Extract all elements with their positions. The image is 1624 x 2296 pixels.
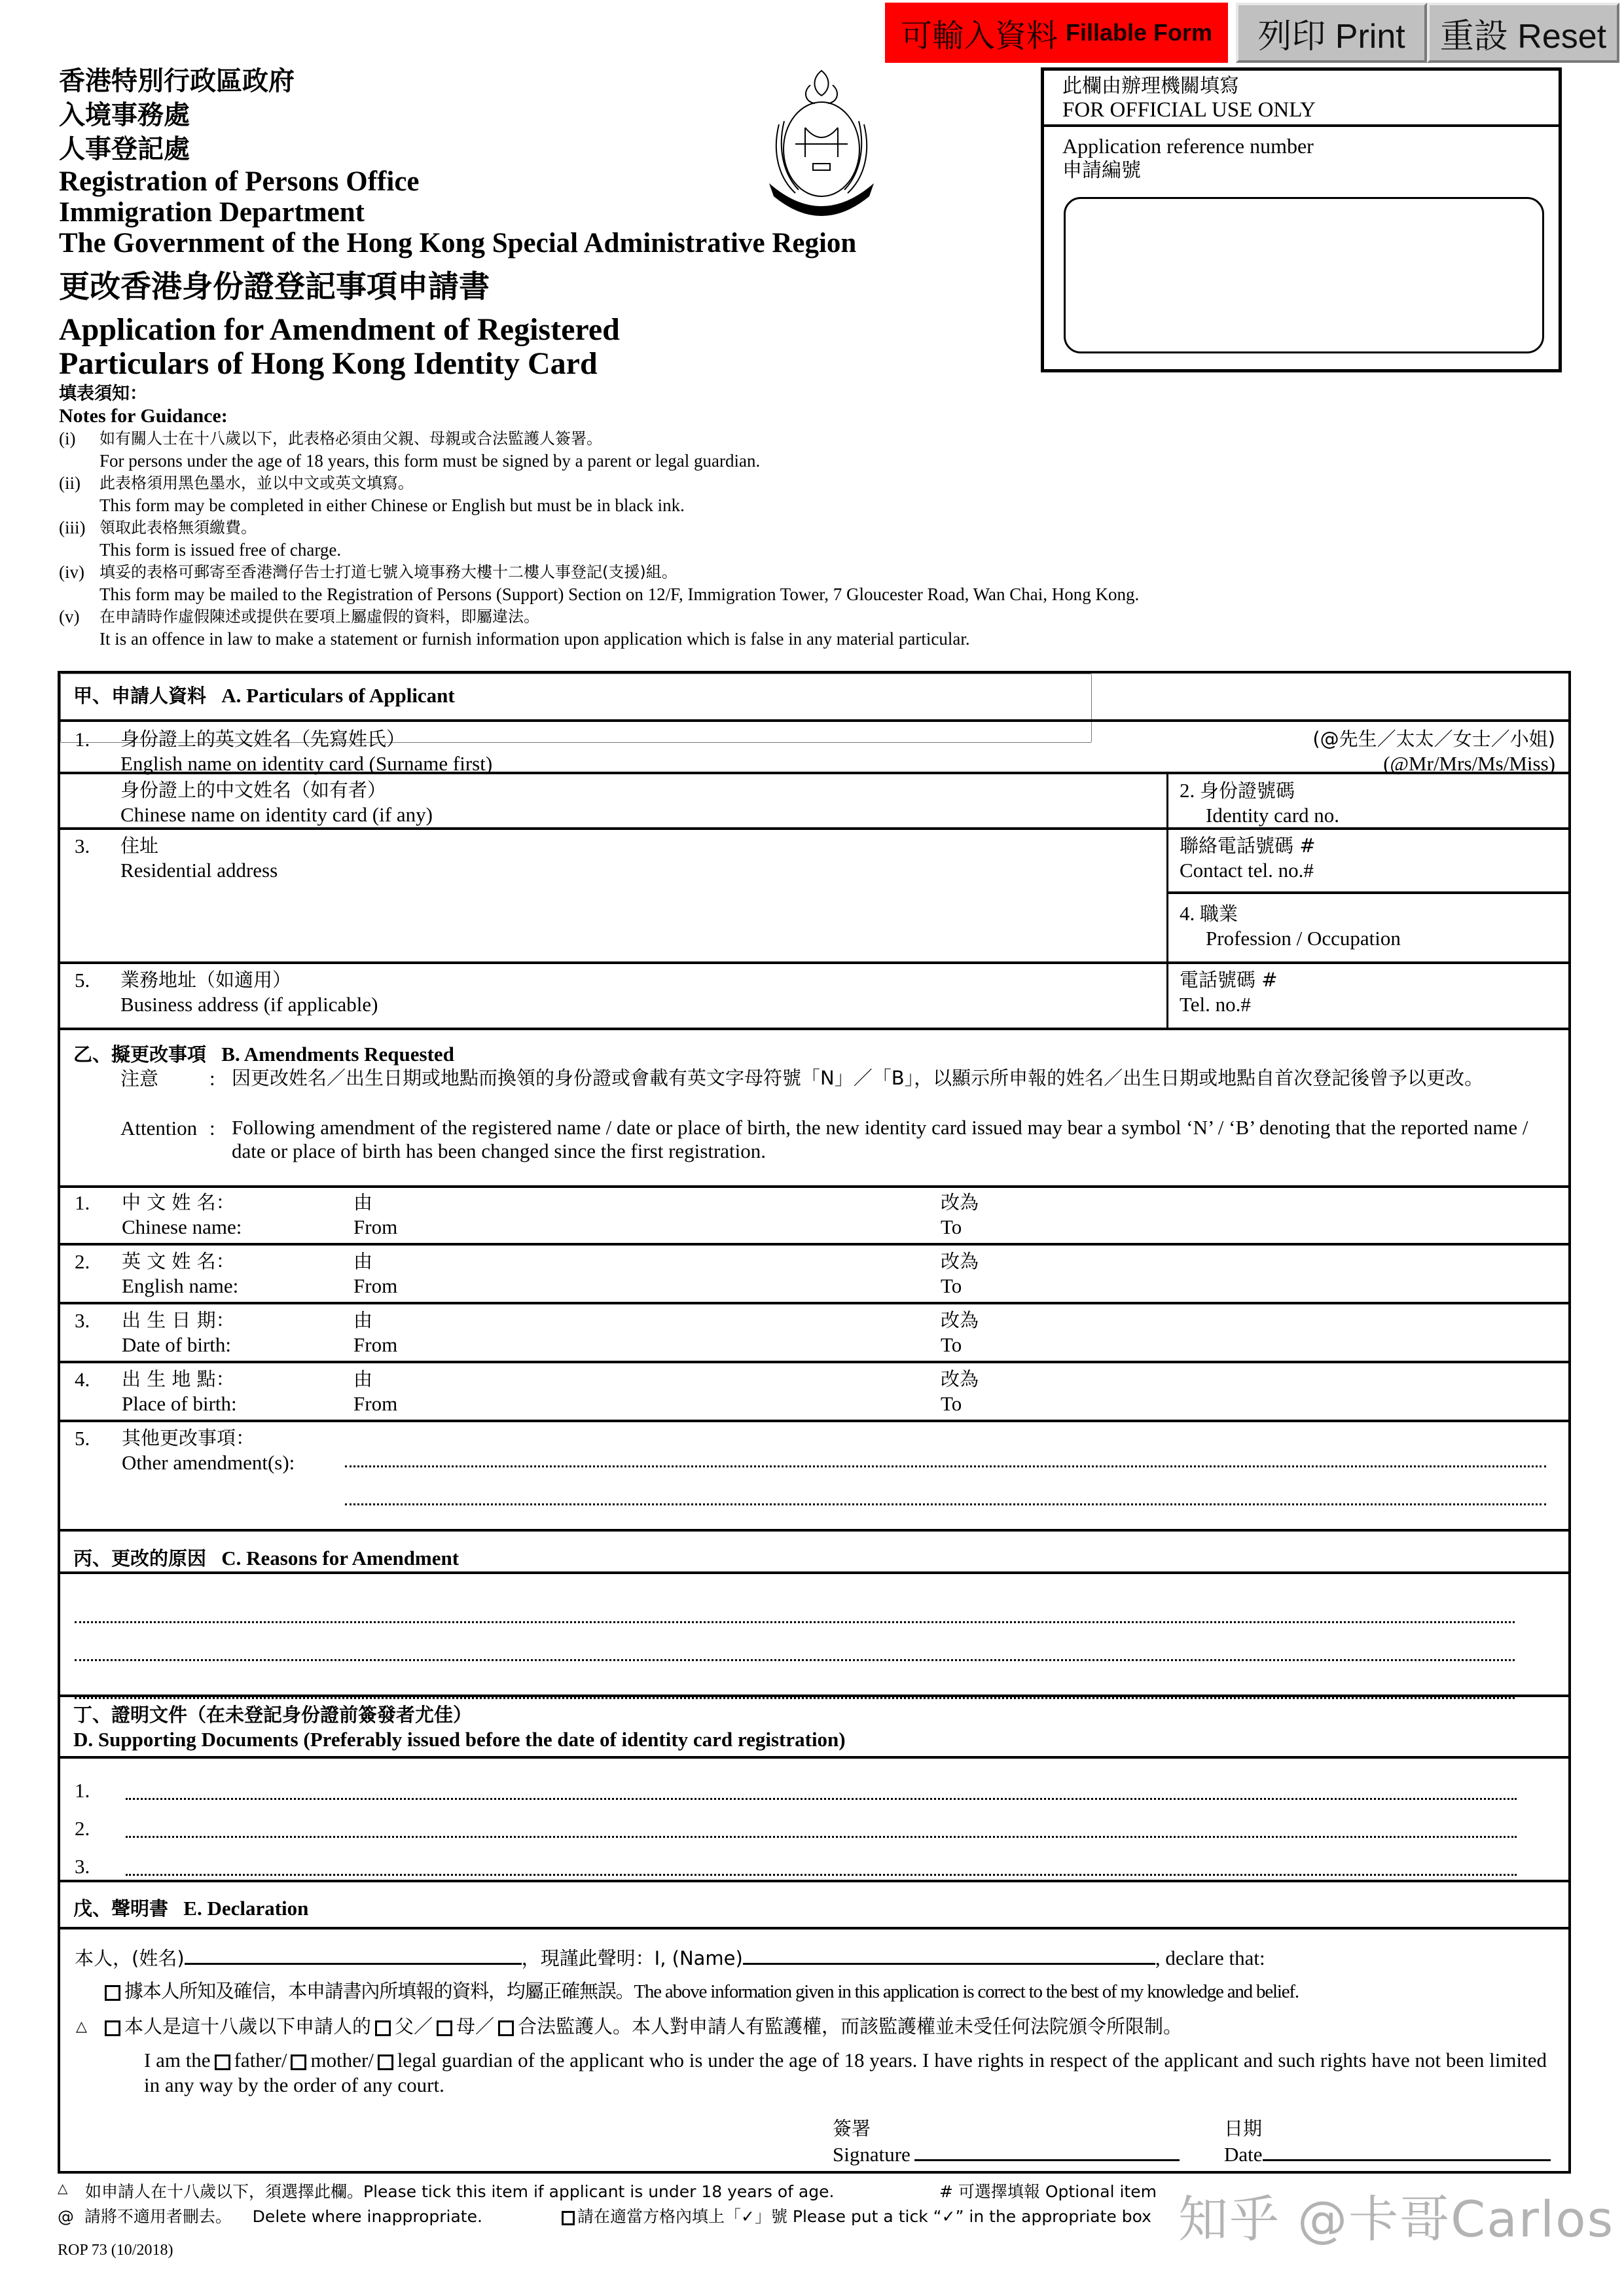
fillable-form-label-en: Fillable Form: [1065, 19, 1213, 46]
to-label: [941, 1249, 979, 1298]
document-line[interactable]: [126, 1836, 1517, 1838]
guardian-checkbox[interactable]: [378, 2054, 393, 2070]
section-d-title-cn: 丁、證明文件（在未登記身份證前簽發者尤佳）: [73, 1704, 473, 1726]
occupation-input[interactable]: [1180, 948, 1555, 963]
amendment-label-cn: 中 文 姓 名：: [122, 1191, 235, 1213]
chinese-name-from-input[interactable]: [414, 1209, 927, 1236]
declaration-guardian-cn: [101, 2014, 1182, 2039]
to-label-en: To: [941, 1333, 962, 1356]
print-button[interactable]: 列印 Print: [1236, 3, 1427, 63]
to-label-cn: 改為: [941, 1191, 979, 1213]
divider: [60, 1361, 1568, 1363]
date-label-en: Date: [1224, 2143, 1263, 2166]
signature-field: [833, 2117, 1180, 2166]
amendment-number: 4.: [75, 1368, 90, 1391]
divider: [60, 1028, 1568, 1030]
divider: [60, 961, 1568, 964]
application-form: [58, 671, 1571, 2174]
date-of-birth-from-input[interactable]: [414, 1327, 927, 1354]
footer-note-tick-text: 請在適當方格內填上「✓」號 Please put a tick “✓” in the appropriate box: [577, 2207, 1151, 2226]
office-name-cn: 人事登記處: [59, 134, 190, 164]
to-label: [941, 1308, 979, 1357]
to-label: [941, 1367, 979, 1416]
fillable-form-label-cn: 可輸入資料: [900, 18, 1058, 54]
note-number: (ii): [59, 473, 81, 493]
note-item: [59, 605, 1564, 650]
tel-label-en: Tel. no.#: [1180, 993, 1251, 1016]
dept-name-cn: 入境事務處: [59, 100, 190, 130]
header-block: [59, 64, 856, 381]
from-label-cn: 由: [353, 1309, 373, 1331]
to-label: [941, 1191, 979, 1239]
note-text-cn: 領取此表格無須繳費。: [99, 518, 257, 537]
section-c-title-en: C. Reasons for Amendment: [221, 1547, 460, 1570]
amendment-number: 2.: [75, 1250, 90, 1273]
chinese-name-label: [120, 778, 433, 827]
english-name-label-en: English name on identity card (Surname first): [120, 752, 493, 775]
place-of-birth-from-input[interactable]: [414, 1386, 927, 1413]
divider: [60, 719, 1568, 722]
occupation-label: [1180, 901, 1401, 950]
divider: [60, 1529, 1568, 1532]
guardian-checkbox-cn[interactable]: [498, 2020, 514, 2036]
declaration-guardian-en: [144, 2048, 1551, 2098]
mother-label: mother/: [310, 2049, 374, 2072]
amendment-label-en: Place of birth:: [122, 1392, 237, 1415]
note-text-en: This form is issued free of charge.: [99, 540, 342, 560]
attention-text-cn: 因更改姓名／出生日期或地點而換領的身份證或會載有英文字母符號「N」／「B」，以顯示所申報的姓名／出生日期或地點自首次登記後曾予以更改。: [232, 1067, 1484, 1089]
from-label: [353, 1249, 397, 1298]
checkbox-legend-icon: [562, 2211, 575, 2225]
father-label-cn: 父／: [395, 2015, 433, 2037]
note-text-en: It is an offence in law to make a statement or furnish information upon application which is false in any material particular.: [99, 629, 970, 649]
section-d-title-en: D. Supporting Documents (Preferably issued before the date of identity card registration): [73, 1728, 846, 1751]
business-address-input[interactable]: [518, 981, 1149, 1015]
section-b-title: [73, 1040, 454, 1067]
note-item: [59, 427, 1564, 472]
office-name-en: Registration of Persons Office: [59, 166, 420, 197]
note-item: [59, 472, 1564, 516]
address-label-cn: 住址: [120, 834, 159, 857]
mother-checkbox[interactable]: [291, 2054, 306, 2070]
document-number: 3.: [75, 1855, 90, 1878]
section-b-title-en: B. Amendments Requested: [221, 1043, 454, 1066]
date-field: [1224, 2117, 1551, 2166]
guardian-text-cn: 本人是這十八歲以下申請人的: [124, 2015, 372, 2037]
divider: [60, 1243, 1568, 1246]
amendment-label: [122, 1308, 235, 1357]
amendment-label: [122, 1191, 242, 1239]
to-label-cn: 改為: [941, 1309, 979, 1331]
declaration-intro-end: , declare that:: [1155, 1946, 1265, 1969]
gov-name-cn: 香港特別行政區政府: [59, 66, 295, 96]
divider: [60, 1302, 1568, 1304]
divider: [60, 1420, 1568, 1422]
to-label-cn: 改為: [941, 1250, 979, 1272]
divider: [60, 1927, 1568, 1929]
column-divider: [1166, 772, 1168, 1030]
amendment-label-en: Chinese name:: [122, 1215, 242, 1238]
note-text-en: This form may be mailed to the Registration of Persons (Support) Section on 12/F, Immigration Tower, 7 Gloucester Road, Wan Chai, Hong Kong.: [99, 584, 1140, 604]
guardian-rights-cn: 合法監護人。本人對申請人有監護權，而該監護權並未受任何法院頒令所限制。: [518, 2015, 1183, 2037]
from-label-en: From: [353, 1333, 398, 1356]
reset-button[interactable]: 重設 Reset: [1427, 3, 1619, 63]
field-number: 1.: [75, 728, 90, 751]
amendment-label-cn: 出 生 日 期：: [122, 1309, 235, 1331]
title-options[interactable]: [1312, 727, 1555, 776]
amendment-number: 5.: [75, 1427, 90, 1450]
notes-heading-en: Notes for Guidance:: [59, 405, 228, 427]
reason-line[interactable]: [75, 1621, 1515, 1623]
attention-label-cn-text: 注意: [120, 1067, 159, 1090]
chinese-name-input[interactable]: [597, 790, 1149, 824]
from-label-en: From: [353, 1392, 398, 1415]
amendment-label-cn: 出 生 地 點：: [122, 1368, 235, 1390]
footer-note-under18: [85, 2179, 834, 2204]
divider: [60, 1880, 1568, 1882]
field-number: 3.: [75, 834, 90, 857]
address-label-en: Residential address: [120, 859, 278, 882]
english-name-input[interactable]: [623, 739, 1215, 773]
section-a-title-en: A. Particulars of Applicant: [221, 684, 455, 707]
name-blank-en[interactable]: [743, 1945, 1155, 1965]
english-name-label-cn: 身份證上的英文姓名（先寫姓氏）: [120, 728, 406, 750]
attention-text-en: Following amendment of the registered name / date or place of birth, the new identity card issued may bear a symbol ‘N’ / ‘B’ denoting that the reported name / date or place of birth has been changed since the first registration.: [232, 1116, 1528, 1162]
section-a-title: [73, 681, 455, 708]
declaration-intro-cn: 本人，(姓名): [75, 1947, 185, 1969]
reference-label-en: Application reference number: [1062, 134, 1314, 158]
other-amendment-line[interactable]: [345, 1465, 1546, 1467]
section-a-title-cn: 甲、申請人資料: [73, 685, 207, 707]
footer-note-delete-text: @ 請將不適用者刪去。 Delete where inappropriate.: [58, 2207, 482, 2226]
date-line[interactable]: [1263, 2141, 1551, 2161]
dept-name-en: Immigration Department: [59, 197, 365, 228]
from-label: [353, 1367, 397, 1416]
other-amendment-label-en: Other amendment(s):: [122, 1451, 295, 1474]
amendment-label-en: English name:: [122, 1274, 239, 1297]
signature-line[interactable]: [914, 2141, 1180, 2161]
amendment-label-en: Date of birth:: [122, 1333, 232, 1356]
divider: [60, 772, 1568, 774]
father-label: father/: [234, 2049, 287, 2072]
reference-label-cn: 申請編號: [1062, 159, 1141, 182]
section-c-title-cn: 丙、更改的原因: [73, 1547, 207, 1570]
from-label-cn: 由: [353, 1368, 373, 1390]
under18-checkbox[interactable]: [105, 2020, 120, 2036]
section-c-title: [73, 1544, 459, 1571]
from-label: [353, 1308, 397, 1357]
address-label: [120, 834, 278, 882]
document-number: 2.: [75, 1817, 90, 1840]
to-label-en: To: [941, 1392, 962, 1415]
divider: [60, 1756, 1568, 1759]
id-card-no-input[interactable]: [1180, 814, 1555, 829]
occupation-label-en: Profession / Occupation: [1206, 927, 1401, 950]
declaration-intro-name: ，現謹此聲明：I, (Name): [521, 1947, 743, 1969]
date-of-birth-to-input[interactable]: [1003, 1327, 1542, 1354]
from-label-cn: 由: [353, 1250, 373, 1272]
title-options-cn: (@先生／太太／女士／小姐): [1312, 728, 1555, 750]
section-e-title-en: E. Declaration: [183, 1897, 309, 1920]
colon: :: [209, 1117, 215, 1139]
section-b-title-cn: 乙、擬更改事項: [73, 1043, 207, 1066]
note-text-en: For persons under the age of 18 years, this form must be signed by a parent or legal guardian.: [99, 451, 761, 471]
declaration-intro: [75, 1945, 1265, 1971]
divider: [1166, 891, 1568, 894]
divider: [60, 1695, 1568, 1697]
father-checkbox[interactable]: [215, 2054, 230, 2070]
field-number: 2.: [1180, 779, 1195, 802]
note-text-cn: 在申請時作虛假陳述或提供在要項上屬虛假的資料，即屬違法。: [99, 607, 539, 626]
footer-triangle: △: [58, 2181, 68, 2196]
divider: [60, 1185, 1568, 1188]
footer-note-optional-text: # 可選擇填報 Optional item: [939, 2182, 1157, 2201]
guardian-text-en: I am the: [144, 2049, 211, 2072]
place-of-birth-to-input[interactable]: [1003, 1386, 1542, 1413]
document-line[interactable]: [126, 1798, 1517, 1800]
note-number: (i): [59, 429, 76, 448]
section-e-title-cn: 戊、聲明書: [73, 1897, 169, 1920]
amendment-label: [122, 1367, 237, 1416]
occupation-label-cn: 職業: [1200, 903, 1238, 925]
notes-for-guidance: [59, 383, 1564, 650]
form-title-en-line1: Application for Amendment of Registered: [59, 312, 620, 347]
fillable-form-button[interactable]: [885, 3, 1228, 63]
form-title-cn: 更改香港身份證登記事項申請書: [59, 269, 490, 305]
divider: [60, 1571, 1568, 1574]
official-use-title-en: FOR OFFICIAL USE ONLY: [1062, 98, 1316, 122]
document-line[interactable]: [126, 1874, 1517, 1876]
id-card-no-label-en: Identity card no.: [1206, 804, 1340, 827]
from-label: [353, 1191, 397, 1239]
to-label-cn: 改為: [941, 1368, 979, 1390]
reason-line[interactable]: [75, 1659, 1515, 1661]
chinese-name-label-en: Chinese name on identity card (if any): [120, 803, 433, 826]
field-number: 5.: [75, 969, 90, 992]
document-number: 1.: [75, 1779, 90, 1802]
note-number: (iii): [59, 518, 86, 537]
amendment-number: 1.: [75, 1191, 90, 1214]
declaration-correct-text: 據本人所知及確信，本申請書內所填報的資料，均屬正確無誤。The above information given in this application is correct to the best of my knowledge and belief.: [124, 1981, 1299, 2002]
attention-label-en: Attention: [120, 1117, 198, 1139]
amendment-label-cn: 英 文 姓 名：: [122, 1250, 235, 1272]
from-label-cn: 由: [353, 1191, 373, 1213]
chinese-name-to-input[interactable]: [1003, 1209, 1542, 1236]
chinese-name-label-cn: 身份證上的中文姓名（如有者）: [120, 779, 387, 801]
attention-label-cn: [120, 1066, 158, 1091]
mother-checkbox-cn[interactable]: [437, 2020, 452, 2036]
contact-tel-label-cn: 聯絡電話號碼 #: [1180, 834, 1316, 857]
note-text-cn: 如有關人士在十八歲以下，此表格必須由父親、母親或合法監護人簽署。: [99, 429, 602, 448]
tel-label-cn: 電話號碼 #: [1180, 969, 1278, 991]
official-use-box: [1041, 67, 1562, 372]
footer-note-delete: [58, 2204, 482, 2229]
footer-note-under18-text: 如申請人在十八歲以下，須選擇此欄。Please tick this item if applicant is under 18 years of age.: [85, 2182, 835, 2201]
contact-tel-label-en: Contact tel. no.#: [1180, 859, 1314, 882]
from-label-en: From: [353, 1274, 398, 1297]
father-checkbox-cn[interactable]: [375, 2020, 391, 2036]
business-address-label-en: Business address (if applicable): [120, 993, 378, 1016]
notes-heading-cn: 填表須知：: [59, 384, 147, 404]
declaration-correct: [101, 1980, 1299, 2004]
note-number: (iv): [59, 562, 84, 582]
other-amendment-label-cn: 其他更改事項：: [122, 1427, 255, 1449]
date-label-cn: 日期: [1224, 2117, 1263, 2140]
other-amendment-label: [122, 1426, 295, 1475]
field-number: 4.: [1180, 902, 1195, 925]
signature-label-en: Signature: [833, 2143, 911, 2166]
note-number: (v): [59, 607, 80, 626]
tel-label: [1180, 968, 1278, 1016]
amendment-label: [122, 1249, 238, 1298]
signature-label-cn: 簽署: [833, 2117, 871, 2140]
guardian-rights-en: legal guardian of the applicant who is under the age of 18 years. I have rights in respect of the applicant and such rights have not been limited in any way by the order of any court.: [144, 2049, 1547, 2096]
from-label-en: From: [353, 1215, 398, 1238]
colon: :: [209, 1067, 215, 1090]
title-options-en: (@Mr/Mrs/Ms/Miss): [1383, 752, 1555, 775]
mother-label-cn: 母／: [456, 2015, 495, 2037]
contact-tel-label: [1180, 834, 1316, 882]
business-address-label: [120, 968, 378, 1016]
business-address-label-cn: 業務地址（如適用）: [120, 969, 292, 991]
english-name-label: [120, 727, 492, 776]
amendment-number: 3.: [75, 1309, 90, 1332]
triangle-mark: △: [76, 2018, 87, 2034]
watermark: 知乎 @卡哥Carlos: [1178, 2190, 1615, 2248]
form-code: ROP 73 (10/2018): [58, 2242, 173, 2259]
footer-note-tick: [562, 2204, 1151, 2229]
immigration-emblem-icon: [759, 65, 884, 216]
to-label-en: To: [941, 1274, 962, 1297]
to-label-en: To: [941, 1215, 962, 1238]
english-name-from-input[interactable]: [414, 1268, 927, 1295]
note-item: [59, 561, 1564, 605]
english-name-to-input[interactable]: [1003, 1268, 1542, 1295]
note-item: [59, 516, 1564, 561]
footer-note-optional: [939, 2179, 1157, 2204]
official-use-title-cn: 此欄由辦理機關填寫: [1062, 75, 1239, 98]
note-text-en: This form may be completed in either Chinese or English but must be in black ink.: [99, 495, 685, 515]
divider: [60, 827, 1568, 830]
section-d-title: [73, 1702, 846, 1752]
id-card-no-label-cn: 身份證號碼: [1200, 780, 1295, 802]
reference-number-box: [1064, 197, 1544, 353]
correct-checkbox[interactable]: [105, 1985, 120, 2001]
note-text-cn: 填妥的表格可郵寄至香港灣仔告士打道七號入境事務大樓十二樓人事登記(支援)組。: [99, 563, 677, 581]
section-e-title: [73, 1894, 308, 1921]
note-text-cn: 此表格須用黑色墨水，並以中文或英文填寫。: [99, 474, 414, 492]
form-title-en-line2: Particulars of Hong Kong Identity Card: [59, 346, 598, 381]
name-blank-cn[interactable]: [185, 1945, 522, 1965]
other-amendment-line[interactable]: [345, 1503, 1546, 1505]
reason-line[interactable]: [75, 1697, 1515, 1699]
gov-name-en: The Government of the Hong Kong Special Administrative Region: [59, 228, 857, 259]
